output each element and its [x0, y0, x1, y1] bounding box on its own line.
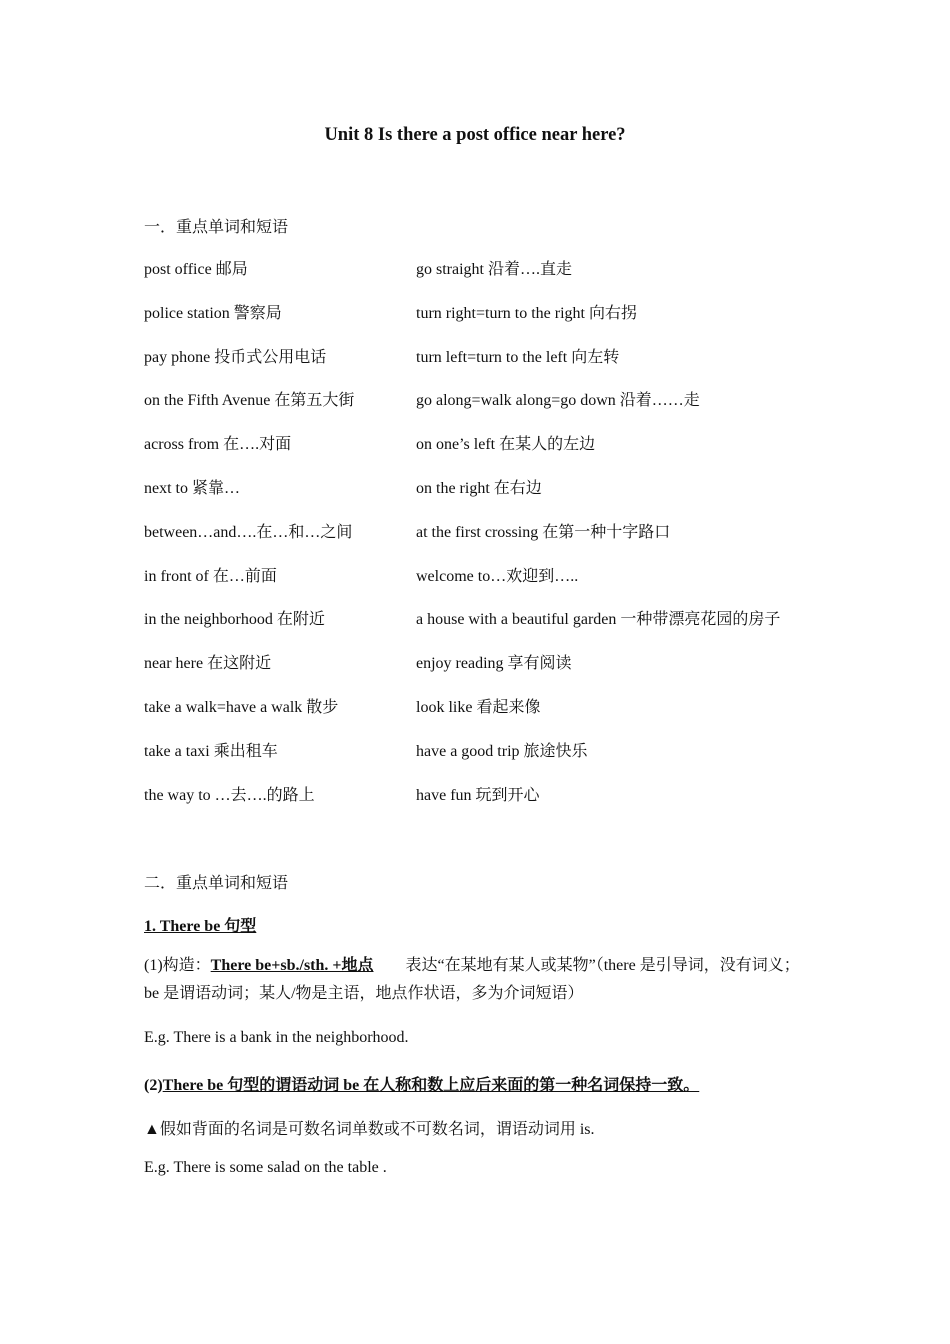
structure-description: 表达“在某地有某人或某物”（there 是引导词，没有词义；be 是谓语动词；某人/物是主语，地点作状语，多为介词短语）: [144, 957, 800, 1002]
vocab-left-item: between…and….在…和…之间: [144, 523, 353, 541]
agreement-rule-text: There be 句型的谓语动词 be 在人称和数上应后来面的第一种名词保持一致。: [162, 1077, 700, 1094]
vocab-row: [144, 387, 824, 431]
structure-paragraph: [144, 952, 814, 1008]
vocab-left-item: police station 警察局: [144, 304, 282, 322]
vocab-row: [144, 344, 824, 388]
section-heading-vocabulary: 一．重点单词和短语: [144, 219, 289, 236]
vocab-right-item: on the right 在右边: [416, 479, 542, 497]
vocab-right-item: at the first crossing 在第一种十字路口: [416, 523, 671, 541]
agreement-rule: [144, 1072, 699, 1095]
vocab-right-item: go straight 沿着….直走: [416, 261, 572, 278]
vocab-left-item: the way to …去….的路上: [144, 786, 315, 804]
vocab-right-item: enjoy reading 享有阅读: [416, 655, 572, 673]
vocab-left-item: near here 在这附近: [144, 655, 272, 673]
grammar-subheading: 1. There be 句型: [144, 918, 257, 935]
section-heading-grammar: 二．重点单词和短语: [144, 875, 289, 892]
vocab-right-item: turn left=turn to the left 向左转: [416, 348, 620, 366]
vocab-left-item: take a taxi 乘出租车: [144, 742, 278, 760]
vocab-row: [144, 606, 824, 650]
vocab-left-item: in the neighborhood 在附近: [144, 611, 325, 629]
example-sentence-1: E.g. There is a bank in the neighborhood.: [144, 1029, 409, 1046]
vocab-right-item: go along=walk along=go down 沿着……走: [416, 392, 700, 410]
structure-prefix: (1)构造：: [144, 957, 211, 974]
vocab-row: [144, 650, 824, 694]
vocab-left-item: next to 紧靠…: [144, 479, 240, 497]
vocab-row: [144, 431, 824, 475]
vocab-right-item: turn right=turn to the right 向右拐: [416, 304, 638, 322]
vocab-left-item: in front of 在…前面: [144, 567, 277, 585]
vocab-row: [144, 475, 824, 519]
vocab-row: [144, 519, 824, 563]
vocab-row: [144, 300, 824, 344]
agreement-rule-prefix: (2): [144, 1077, 163, 1094]
structure-formula: There be+sb./sth. +地点: [210, 957, 374, 974]
vocab-right-item: on one’s left 在某人的左边: [416, 436, 596, 454]
page-title: Unit 8 Is there a post office near here?: [324, 125, 626, 145]
vocab-left-item: pay phone 投币式公用电话: [144, 348, 327, 366]
vocab-row: [144, 738, 824, 782]
vocab-left-item: post office 邮局: [144, 261, 248, 278]
vocab-right-item: have a good trip 旅途快乐: [416, 742, 588, 760]
vocab-left-item: across from 在….对面: [144, 436, 292, 454]
vocab-row: [144, 256, 824, 300]
vocabulary-table: [144, 256, 824, 825]
singular-note: ▲假如背面的名词是可数名词单数或不可数名词，谓语动词用 is.: [144, 1121, 595, 1138]
vocab-row: [144, 563, 824, 607]
vocab-left-item: on the Fifth Avenue 在第五大街: [144, 392, 355, 410]
example-sentence-2: E.g. There is some salad on the table .: [144, 1159, 387, 1176]
vocab-row: [144, 782, 824, 826]
vocab-right-item: have fun 玩到开心: [416, 786, 540, 804]
vocab-left-item: take a walk=have a walk 散步: [144, 698, 339, 716]
vocab-right-item: a house with a beautiful garden 一种带漂亮花园的房子: [416, 611, 781, 629]
vocab-right-item: welcome to…欢迎到…..: [416, 567, 579, 585]
vocab-row: [144, 694, 824, 738]
vocab-right-item: look like 看起来像: [416, 698, 541, 716]
